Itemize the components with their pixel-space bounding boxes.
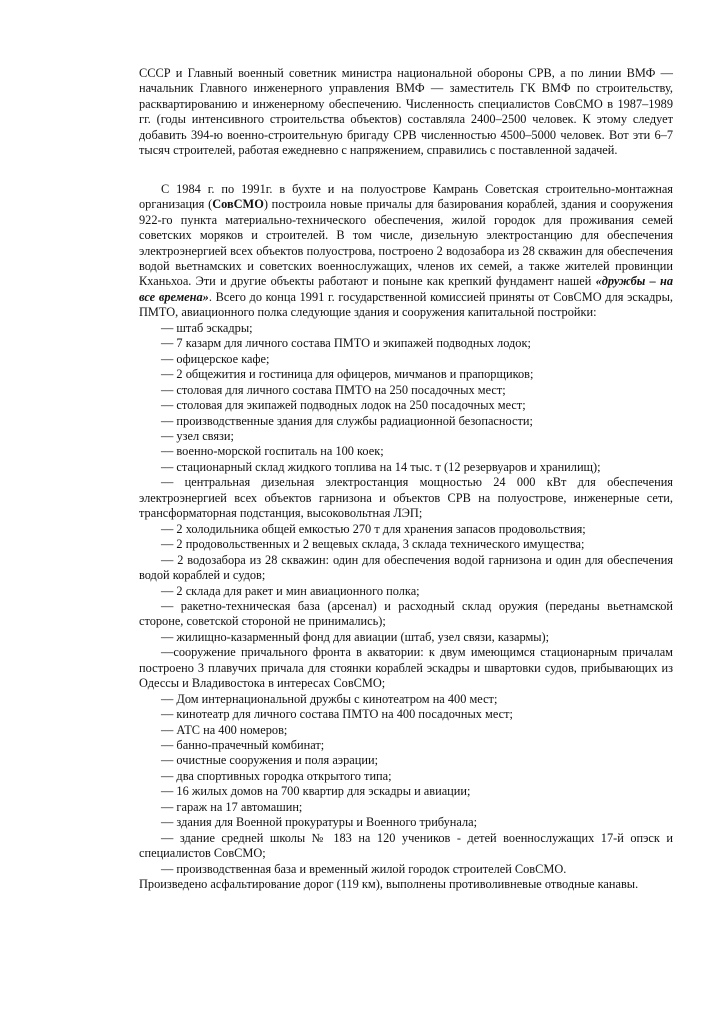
list-item: — АТС на 400 номеров; [161, 722, 288, 737]
list-item: — производственные здания для службы радиационной безопасности; [161, 413, 533, 428]
list-item: — офицерское кафе; [161, 351, 270, 366]
list-item: — 7 казарм для личного состава ПМТО и экипажей подводных лодок; [161, 336, 531, 351]
paragraph-text: С 1984 г. по 1991г. в бухте и на полуострове Камрань Советская строительно-монтажная организация ( [139, 181, 673, 212]
list-item: — 16 жилых домов на 700 квартир для эскадры и авиации; [161, 784, 471, 799]
list-item: — гараж на 17 автомашин; [161, 799, 303, 814]
list-item: — здание средней школы № 183 на 120 учеников - детей военнослужащих 17-й опэск и специалистов СовСМО; [139, 830, 673, 861]
paragraph-text: . Всего до конца 1991 г. государственной комиссией приняты от СовСМО для эскадры, ПМТО, авиационного полка следующие здания и сооружения капитальной постройки: [139, 289, 673, 320]
list-item: — производственная база и временный жилой городок строителей СовСМО. [161, 861, 567, 876]
list-item: — 2 водозабора из 28 скважин: один для обеспечения водой гарнизона и один для обеспечения водой кораблей и судов; [139, 552, 673, 583]
list-item: — Дом интернациональной дружбы с кинотеатром на 400 мест; [161, 691, 498, 706]
document-page [139, 66, 673, 893]
list-item: — столовая для экипажей подводных лодок на 250 посадочных мест; [161, 398, 526, 413]
list-item: — столовая для личного состава ПМТО на 250 посадочных мест; [161, 382, 506, 397]
list-item: — кинотеатр для личного состава ПМТО на 400 посадочных мест; [161, 707, 513, 722]
org-name: СовСМО [212, 197, 264, 212]
paragraph-text: ) построила новые причалы для базирования кораблей, здания и сооружения 922-го пункта материально-технического обеспечения, жилой городок для проживания семей советских моряков и строителей. В том числе, дизельную электростанцию для обеспечения электроэнергией всех объектов полуострова, построено 2 водозабора из 28 скважин для обеспечения водой вьетнамских и советских военнослужащих, членов их семей, а также жителей провинции Кханьхоа. Эти и другие объекты работают и поныне как крепкий фундамент нашей [139, 197, 673, 289]
list-item: — стационарный склад жидкого топлива на 14 тыс. т (12 резервуаров и хранилищ); [161, 459, 601, 474]
list-item: — два спортивных городка открытого типа; [161, 768, 392, 783]
list-item: — здания для Военной прокуратуры и Военного трибунала; [161, 815, 478, 830]
facilities-list [139, 321, 673, 877]
paragraph-intro: СССР и Главный военный советник министра национальной обороны СРВ, а по линии ВМФ — начальник Главного инженерного управления ВМФ — заместитель ГК ВМФ по строительству, расквартированию и инженерному обеспечению. Численность специалистов СовСМО в 1987–1989 гг. (годы интенсивного строительства объектов) составляла 2400–2500 человек. К этому следует добавить 394-ю военно-строительную бригаду СРВ численностью 4500–5000 человек. Вот эти 6–7 тысяч строителей, работая ежедневно с напряжением, справились с поставленной задачей. [139, 66, 673, 158]
list-item: — военно-морской госпиталь на 100 коек; [161, 444, 384, 459]
list-item: — 2 общежития и гостиница для офицеров, мичманов и прапорщиков; [161, 367, 534, 382]
paragraph-construction [139, 182, 673, 321]
paragraph-final: Произведено асфальтирование дорог (119 км), выполнены противоливневые отводные канавы. [139, 877, 639, 892]
list-item: — жилищно-казарменный фонд для авиации (штаб, узел связи, казармы); [161, 629, 550, 644]
list-item: — 2 склада для ракет и мин авиационного полка; [161, 583, 420, 598]
list-item: — ракетно-техническая база (арсенал) и расходный склад оружия (переданы вьетнамской стороне, советской стороной не принимались); [139, 598, 673, 629]
list-item: — штаб эскадры; [161, 320, 253, 335]
list-item: —сооружение причального фронта в акватории: к двум имеющимся стационарным причалам построено 3 плавучих причала для стоянки кораблей эскадры и швартовки судов, прибывающих из Одессы и Владивостока в интересах СовСМО; [139, 645, 673, 691]
list-item: — 2 продовольственных и 2 вещевых склада, 3 склада технического имущества; [161, 537, 585, 552]
list-item: — узел связи; [161, 428, 234, 443]
friendship-slogan: «дружбы – на все времена» [139, 274, 673, 304]
list-item: — центральная дизельная электростанция мощностью 24 000 кВт для обеспечения электроэнергией всех объектов гарнизона и объектов СРВ на полуострове, инженерные сети, трансформаторная подстанция, высоковольтная ЛЭП; [139, 475, 673, 521]
list-item: — банно-прачечный комбинат; [161, 738, 325, 753]
list-item: — очистные сооружения и поля аэрации; [161, 753, 378, 768]
list-item: — 2 холодильника общей емкостью 270 т для хранения запасов продовольствия; [161, 521, 586, 536]
